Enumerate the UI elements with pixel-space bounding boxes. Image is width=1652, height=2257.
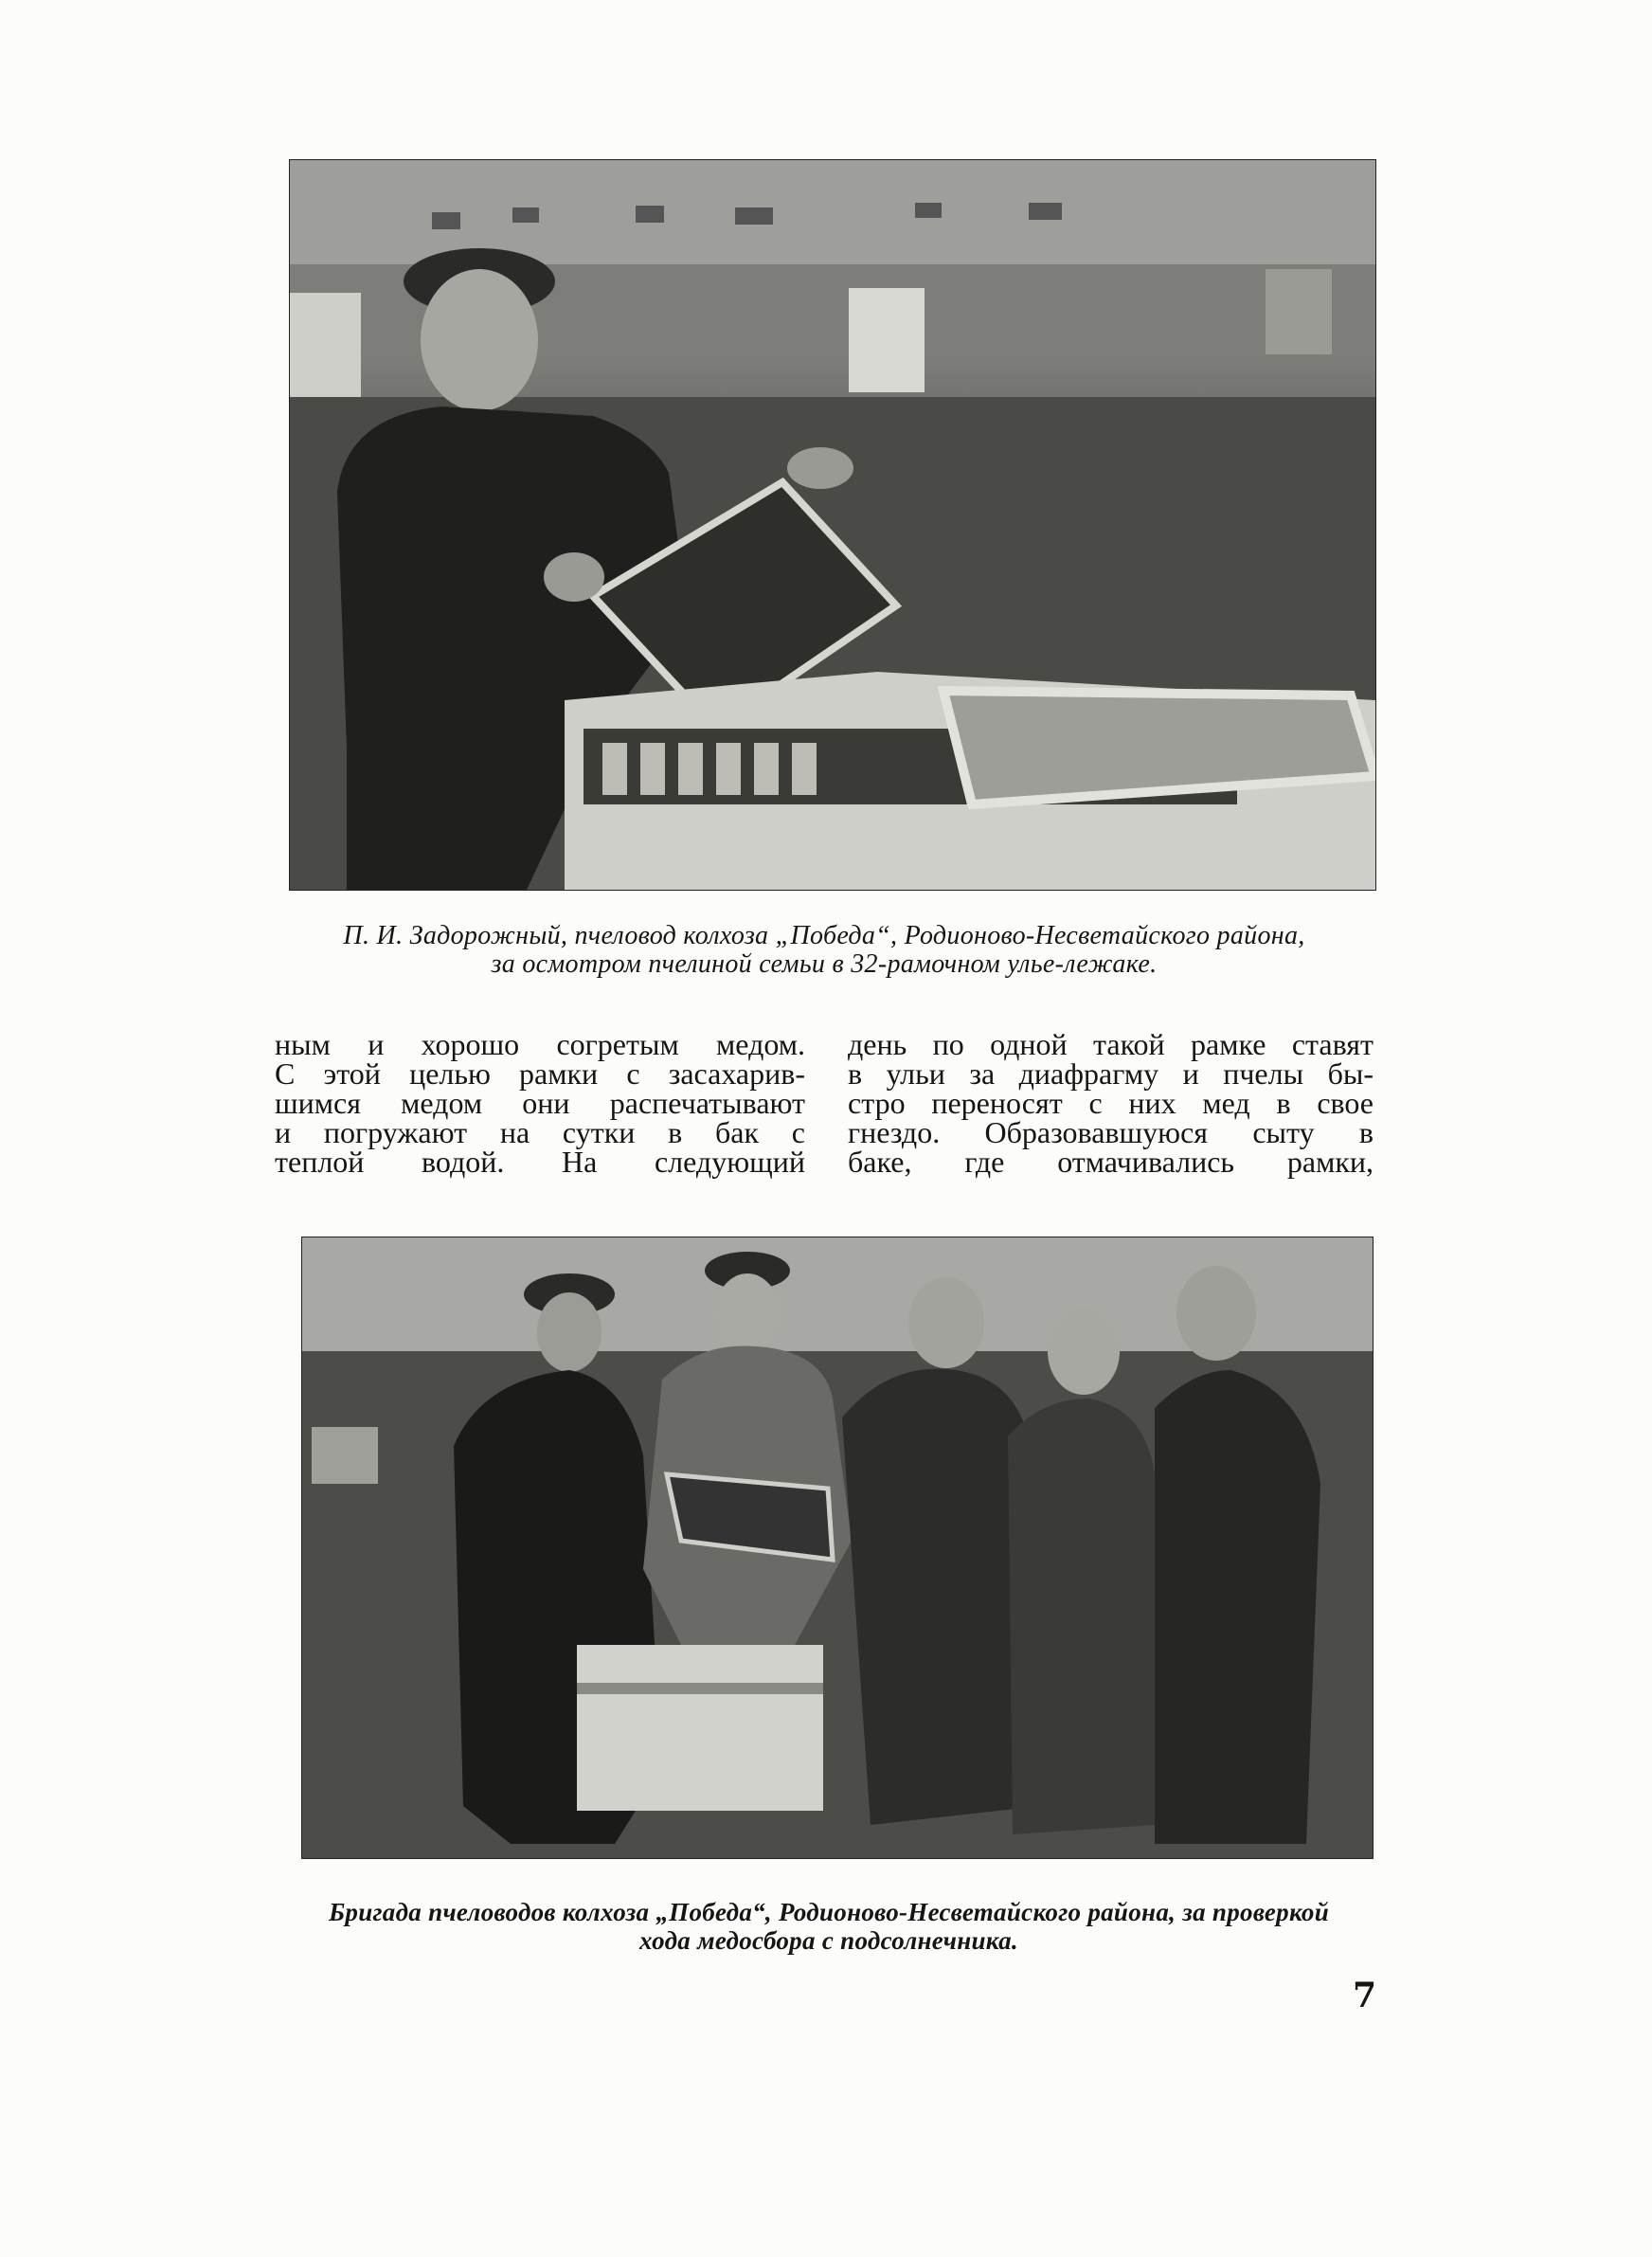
caption-bottom-line2: хода медосбора с подсолнечника. <box>639 1926 1018 1955</box>
body-text-right-column <box>848 1027 1374 1179</box>
caption-bottom-line1: Бригада пчеловодов колхоза „Победа“, Родионово-Несветайского района, за проверкой <box>328 1898 1330 1926</box>
caption-bottom <box>275 1898 1383 1955</box>
left-line-4: и погружают на сутки в бак с <box>275 1115 805 1149</box>
body-text-left-column <box>275 1027 805 1179</box>
photo-beekeeper-brigade <box>301 1237 1374 1859</box>
photo-beekeeper-with-frame <box>289 159 1376 891</box>
page-number: 7 <box>1353 1976 1377 2015</box>
left-line-1: ным и хорошо согретым медом. <box>275 1027 805 1061</box>
left-line-2: С этой целью рамки с засахарив- <box>275 1056 805 1091</box>
right-line-1: день по одной такой рамке ставят <box>848 1027 1374 1061</box>
caption-top-line1: П. И. Задорожный, пчеловод колхоза „Победа“, Родионово-Несветайского района, <box>343 921 1305 950</box>
photo-brigade-illustration <box>302 1237 1373 1858</box>
right-line-4: гнездо. Образовавшуюся сыту в <box>848 1115 1374 1149</box>
left-line-5: теплой водой. На следующий <box>275 1145 805 1179</box>
photo-beekeeper-illustration <box>290 160 1375 890</box>
caption-top-line2: за осмотром пчелиной семьи в 32-рамочном улье-лежаке. <box>491 949 1158 979</box>
left-line-3: шимся медом они распечатывают <box>275 1086 805 1120</box>
caption-top <box>275 922 1374 979</box>
right-line-3: стро переносят с них мед в свое <box>848 1086 1374 1120</box>
right-line-5: баке, где отмачивались рамки, <box>848 1145 1374 1179</box>
right-line-2: в ульи за диафрагму и пчелы бы- <box>848 1056 1374 1091</box>
